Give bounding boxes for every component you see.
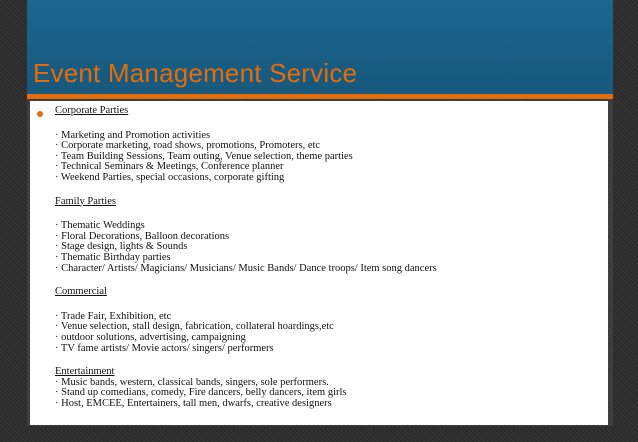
list-item: · Thematic Weddings [55, 220, 145, 232]
section-heading-family: Family Parties [55, 195, 116, 207]
list-item: · TV fame artists/ Movie actors/ singers/ performers [55, 342, 274, 354]
list-item: · Venue selection, stall design, fabrication, collateral hoardings,etc [55, 321, 334, 333]
list-item: · Host, EMCEE, Entertainers, tall men, dwarfs, creative designers [55, 397, 332, 409]
body-text [55, 106, 600, 409]
list-item: · Music bands, western, classical bands, singers, sole performers. [55, 376, 329, 388]
content-box [30, 101, 608, 425]
section-heading-entertainment: Entertainment [55, 366, 115, 378]
list-item: · Stage design, lights & Sounds [55, 241, 188, 253]
list-item: · Weekend Parties, special occasions, corporate gifting [55, 171, 285, 183]
bullet-dot-icon [37, 111, 43, 117]
section-heading-commercial: Commercial [55, 286, 107, 298]
list-item: · Floral Decorations, Balloon decorations [55, 230, 230, 242]
slide-title: Event Management Service [33, 58, 358, 88]
list-item: · Team Building Sessions, Team outing, Venue selection, theme parties [55, 150, 353, 162]
section-heading-corporate: Corporate Parties [55, 105, 129, 116]
list-item: · Thematic Birthday parties [55, 251, 171, 263]
list-item: · outdoor solutions, advertising, campaigning [55, 331, 246, 343]
list-item: · Stand up comedians, comedy, Fire dancers, belly dancers, item girls [55, 387, 347, 399]
list-item: · Marketing and Promotion activities [55, 129, 211, 141]
list-item: · Trade Fair, Exhibition, etc [55, 310, 172, 322]
accent-stripe [27, 94, 613, 99]
list-item: · Corporate marketing, road shows, promotions, Promoters, etc [55, 140, 321, 152]
list-item: · Character/ Artists/ Magicians/ Musicians/ Music Bands/ Dance troops/ Item song dancers [55, 262, 437, 274]
list-item: · Technical Seminars & Meetings, Conference planner [55, 161, 284, 173]
